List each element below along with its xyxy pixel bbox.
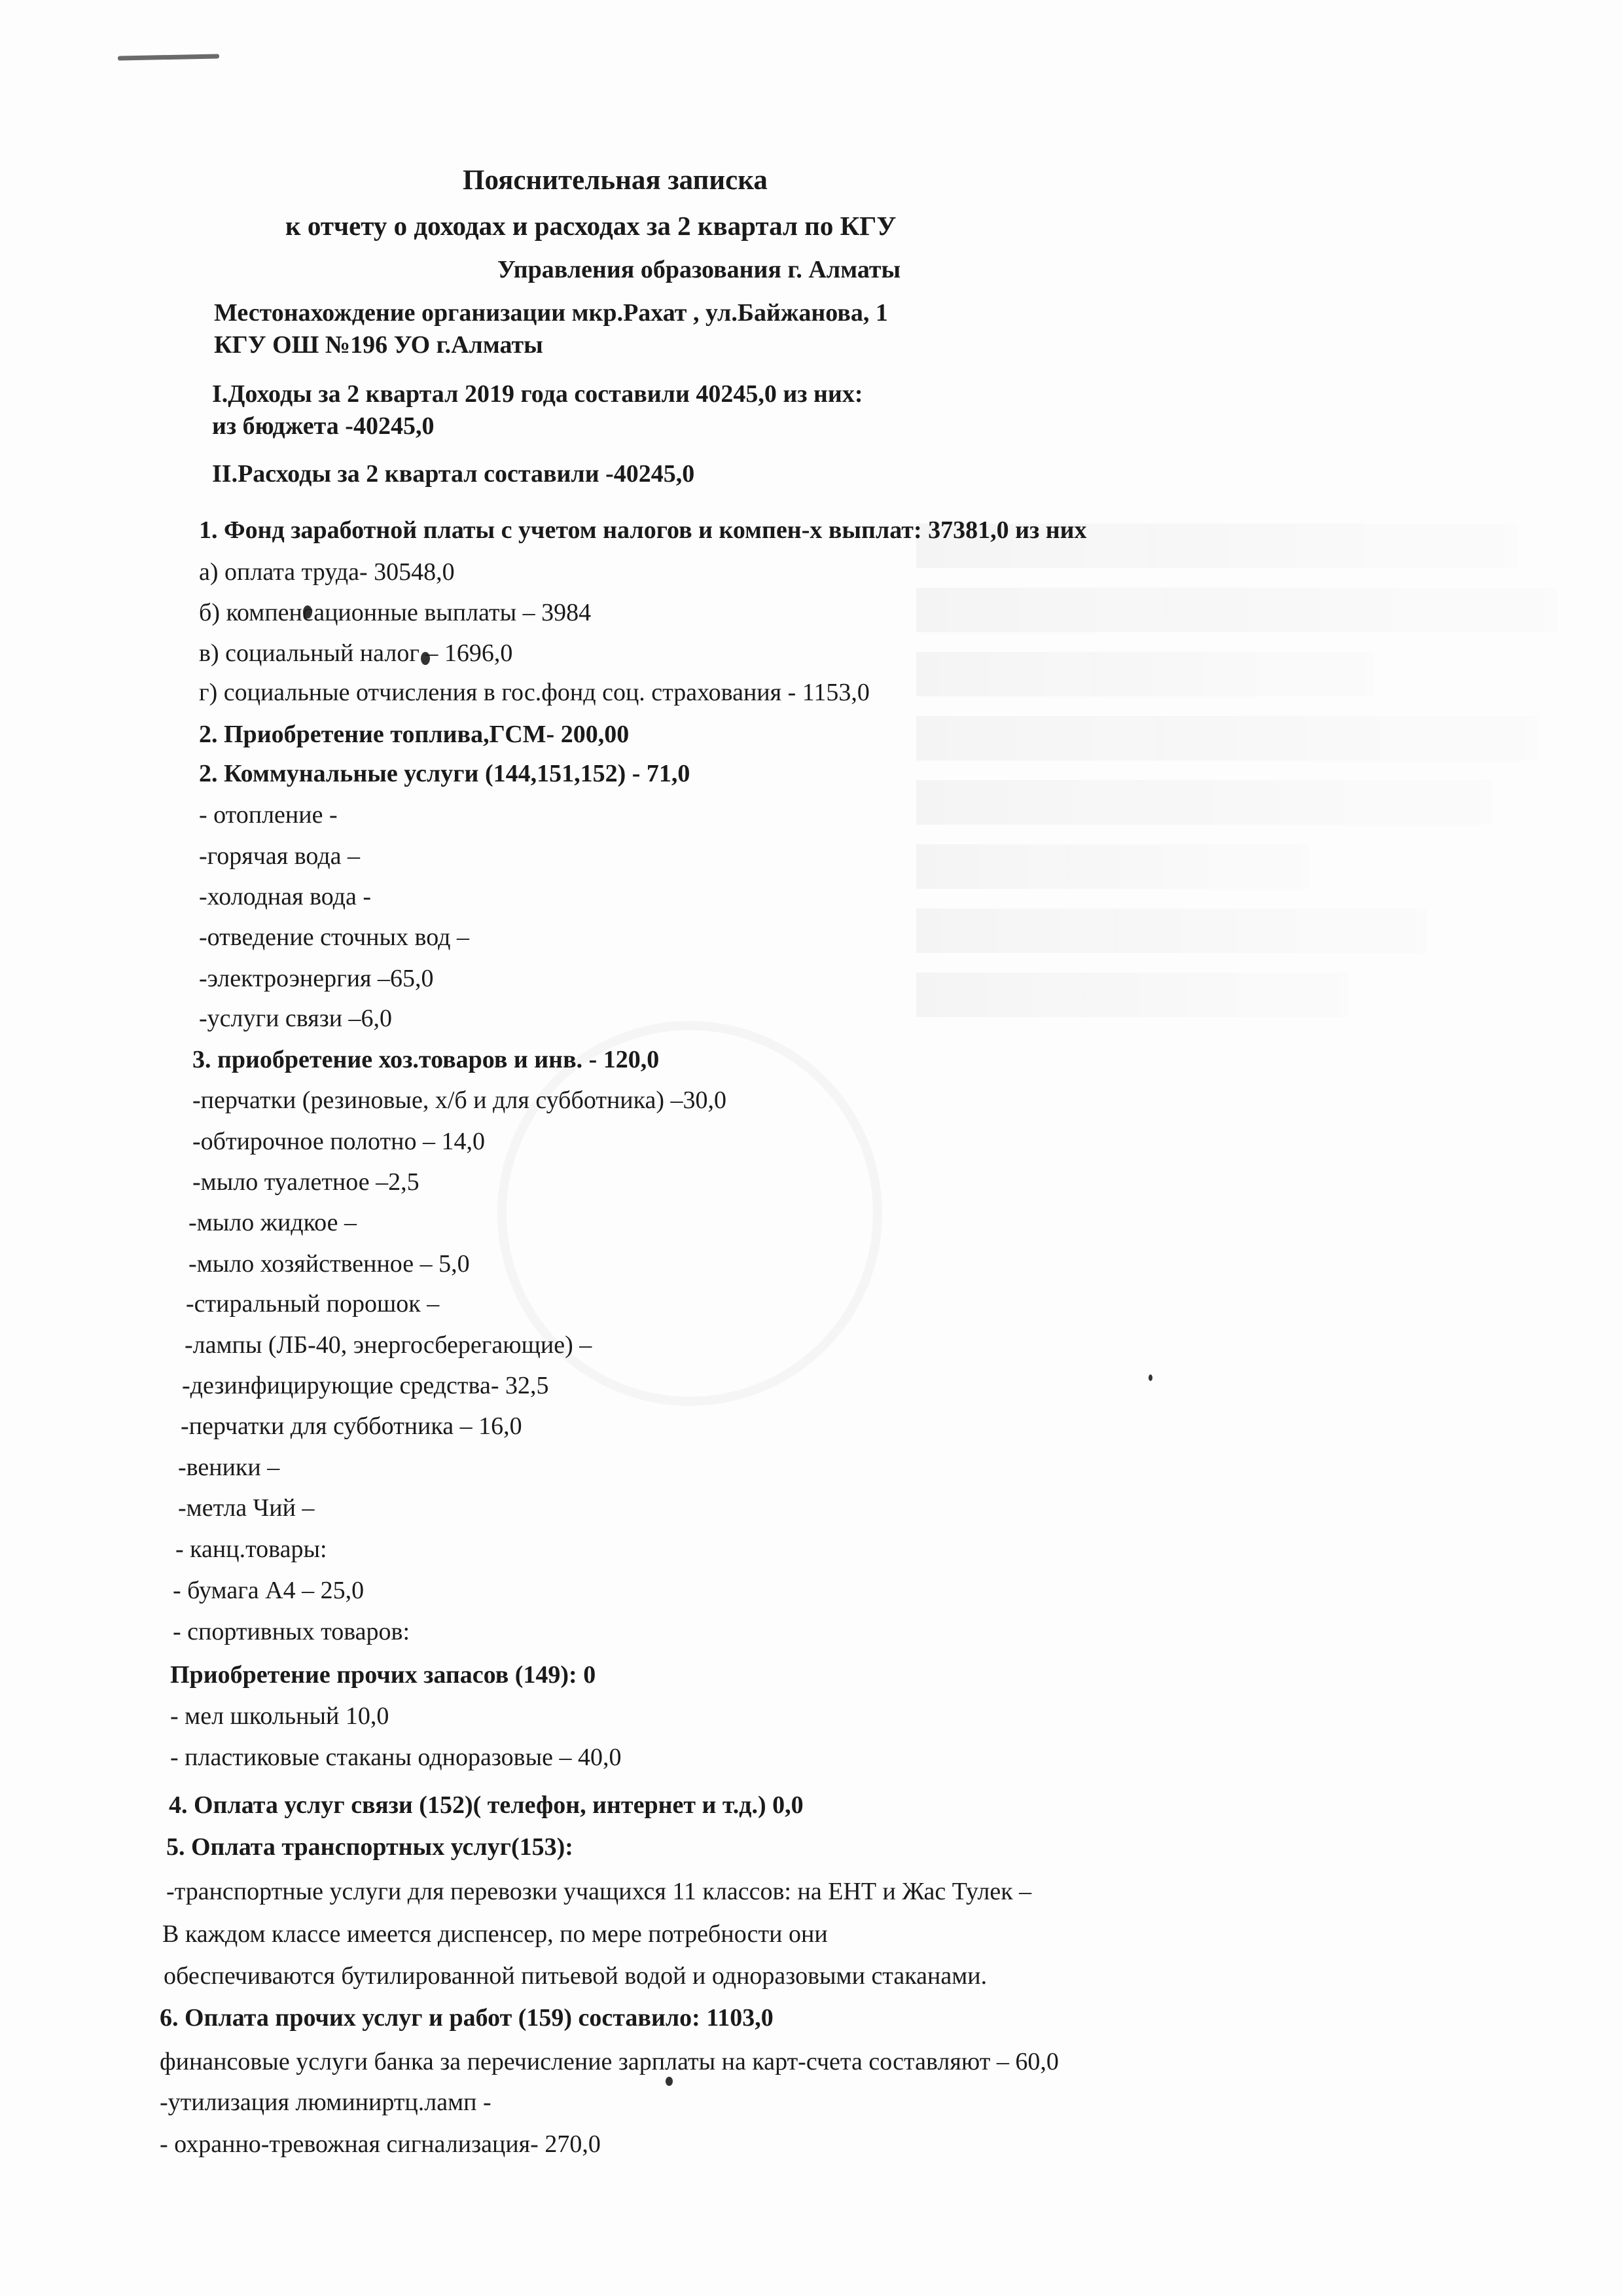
text-line: - спортивных товаров: <box>173 1618 410 1645</box>
text-line: - охранно-тревожная сигнализация- 270,0 <box>160 2130 601 2158</box>
text-line: 6. Оплата прочих услуг и работ (159) составило: 1103,0 <box>160 2004 774 2032</box>
text-line: -транспортные услуги для перевозки учащихся 11 классов: на ЕНТ и Жас Тулек – <box>166 1878 1032 1905</box>
text-line: -перчатки (резиновые, х/б и для субботника) –30,0 <box>192 1086 727 1114</box>
text-line: - пластиковые стаканы одноразовые – 40,0 <box>170 1744 622 1771</box>
text-line: - мел школьный 10,0 <box>170 1702 389 1730</box>
text-line: I.Доходы за 2 квартал 2019 года составили 40245,0 из них: <box>212 380 863 408</box>
text-line: - отопление - <box>199 801 338 829</box>
text-line: - бумага А4 – 25,0 <box>173 1577 365 1604</box>
text-line: -мыло жидкое – <box>188 1209 357 1236</box>
text-line: - канц.товары: <box>175 1535 327 1563</box>
text-line: а) оплата труда- 30548,0 <box>199 558 455 586</box>
text-line: 2. Коммунальные услуги (144,151,152) - 71,0 <box>199 760 690 787</box>
text-line: обеспечиваются бутилированной питьевой водой и одноразовыми стаканами. <box>164 1962 988 1990</box>
text-line: -мыло туалетное –2,5 <box>192 1168 419 1196</box>
text-line: -горячая вода – <box>199 842 361 870</box>
text-line: 4. Оплата услуг связи (152)( телефон, интернет и т.д.) 0,0 <box>169 1791 804 1819</box>
text-line: 3. приобретение хоз.товаров и инв. - 120,0 <box>192 1046 660 1073</box>
organization-location: Местонахождение организации мкр.Рахат , ул.Байжанова, 1 <box>214 299 888 327</box>
text-line: -мыло хозяйственное – 5,0 <box>188 1250 470 1278</box>
text-line: -лампы (ЛБ-40, энергосберегающие) – <box>185 1331 592 1359</box>
bleed-through-text <box>916 524 1571 1244</box>
document-subtitle: к отчету о доходах и расходах за 2 квартал по КГУ <box>285 211 897 241</box>
text-line: -стиральный порошок – <box>186 1290 440 1318</box>
text-line: 5. Оплата транспортных услуг(153): <box>166 1833 573 1861</box>
text-line: б) компенсационные выплаты – 3984 <box>199 599 592 626</box>
department-name: Управления образования г. Алматы <box>497 256 901 283</box>
text-line: финансовые услуги банка за перечисление зарплаты на карт-счета составляют – 60,0 <box>160 2048 1059 2075</box>
text-line: -электроэнергия –65,0 <box>199 965 434 992</box>
text-line: -дезинфицирующие средства- 32,5 <box>182 1372 549 1399</box>
text-line: 1. Фонд заработной платы с учетом налогов и компен-х выплат: 37381,0 из них <box>199 516 1087 544</box>
text-line: -веники – <box>178 1454 280 1481</box>
text-line: 2. Приобретение топлива,ГСМ- 200,00 <box>199 721 630 748</box>
text-line: -обтирочное полотно – 14,0 <box>192 1128 485 1155</box>
text-line: II.Расходы за 2 квартал составили -40245,0 <box>212 460 695 488</box>
text-line: В каждом классе имеется диспенсер, по мере потребности они <box>162 1920 828 1948</box>
text-line: -метла Чий – <box>178 1494 315 1522</box>
text-line: из бюджета -40245,0 <box>212 412 435 440</box>
text-line: в) социальный налог – 1696,0 <box>199 639 513 667</box>
text-line: -перчатки для субботника – 16,0 <box>181 1412 522 1440</box>
ink-speck <box>666 2077 673 2086</box>
text-line: Приобретение прочих запасов (149): 0 <box>170 1661 596 1689</box>
ink-speck <box>1149 1374 1152 1381</box>
text-line: -отведение сточных вод – <box>199 924 469 951</box>
text-line: -услуги связи –6,0 <box>199 1005 393 1032</box>
document-title: Пояснительная записка <box>463 165 768 196</box>
organization-name: КГУ ОШ №196 УО г.Алматы <box>214 331 543 359</box>
text-line: -холодная вода - <box>199 883 372 910</box>
text-line: г) социальные отчисления в гос.фонд соц. страхования - 1153,0 <box>199 679 870 706</box>
scan-mark <box>118 54 219 60</box>
text-line: -утилизация люминиртц.ламп - <box>160 2089 491 2116</box>
